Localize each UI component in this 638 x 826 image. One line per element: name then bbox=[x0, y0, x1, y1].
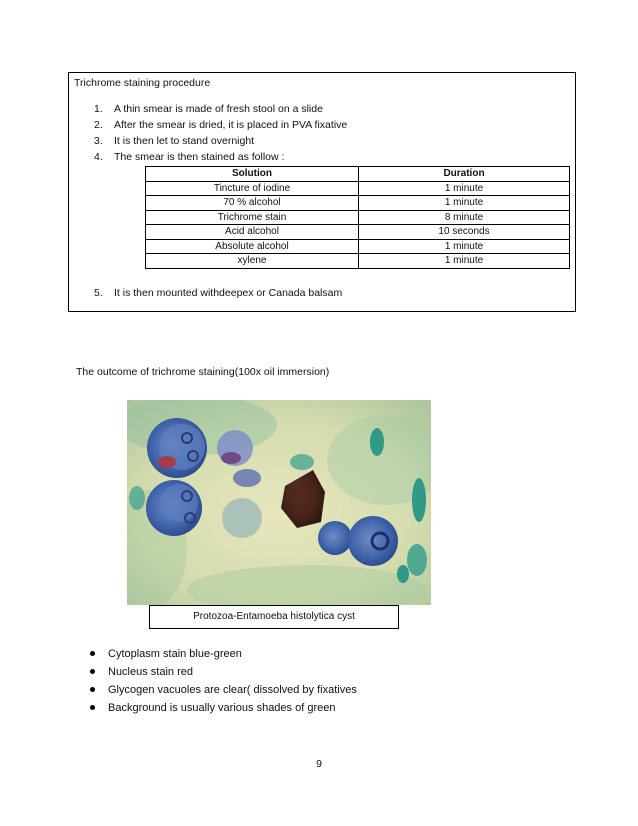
solution-cell: 70 % alcohol bbox=[146, 196, 359, 211]
procedure-step: 2. After the smear is dried, it is placed in PVA fixative bbox=[94, 119, 348, 131]
solution-cell: Acid alcohol bbox=[146, 225, 359, 240]
list-item: Background is usually various shades of green bbox=[90, 699, 357, 717]
list-item: Cytoplasm stain blue-green bbox=[90, 645, 357, 663]
page-number: 9 bbox=[316, 758, 322, 770]
stain-results-list bbox=[90, 645, 357, 717]
duration-cell: 1 minute bbox=[359, 239, 570, 254]
column-header-duration: Duration bbox=[359, 167, 570, 182]
solution-cell: Tincture of iodine bbox=[146, 181, 359, 196]
list-item: Nucleus stain red bbox=[90, 663, 357, 681]
procedure-step: 3. It is then let to stand overnight bbox=[94, 135, 255, 147]
bullet-icon bbox=[90, 705, 95, 710]
table-row bbox=[146, 239, 570, 254]
procedure-title: Trichrome staining procedure bbox=[74, 77, 211, 89]
procedure-step: 1. A thin smear is made of fresh stool on a slide bbox=[94, 103, 323, 115]
table-row bbox=[146, 210, 570, 225]
table-row bbox=[146, 254, 570, 269]
duration-cell: 10 seconds bbox=[359, 225, 570, 240]
table-header-row bbox=[146, 167, 570, 182]
solution-cell: Absolute alcohol bbox=[146, 239, 359, 254]
duration-cell: 8 minute bbox=[359, 210, 570, 225]
bullet-icon bbox=[90, 687, 95, 692]
duration-cell: 1 minute bbox=[359, 196, 570, 211]
solution-cell: xylene bbox=[146, 254, 359, 269]
outcome-heading: The outcome of trichrome staining(100x oil immersion) bbox=[76, 366, 330, 378]
bullet-icon bbox=[90, 669, 95, 674]
list-item: Glycogen vacuoles are clear( dissolved by fixatives bbox=[90, 681, 357, 699]
procedure-box bbox=[68, 72, 576, 312]
procedure-step: 4. The smear is then stained as follow : bbox=[94, 151, 285, 163]
bullet-icon bbox=[90, 651, 95, 656]
procedure-step: 5. It is then mounted withdeepex or Canada balsam bbox=[94, 287, 343, 299]
staining-table bbox=[145, 166, 570, 269]
figure-caption: Protozoa-Entamoeba histolytica cyst bbox=[149, 605, 399, 629]
duration-cell: 1 minute bbox=[359, 181, 570, 196]
table-row bbox=[146, 181, 570, 196]
micrograph-image bbox=[127, 400, 431, 605]
table-row bbox=[146, 225, 570, 240]
column-header-solution: Solution bbox=[146, 167, 359, 182]
table-row bbox=[146, 196, 570, 211]
solution-cell: Trichrome stain bbox=[146, 210, 359, 225]
duration-cell: 1 minute bbox=[359, 254, 570, 269]
